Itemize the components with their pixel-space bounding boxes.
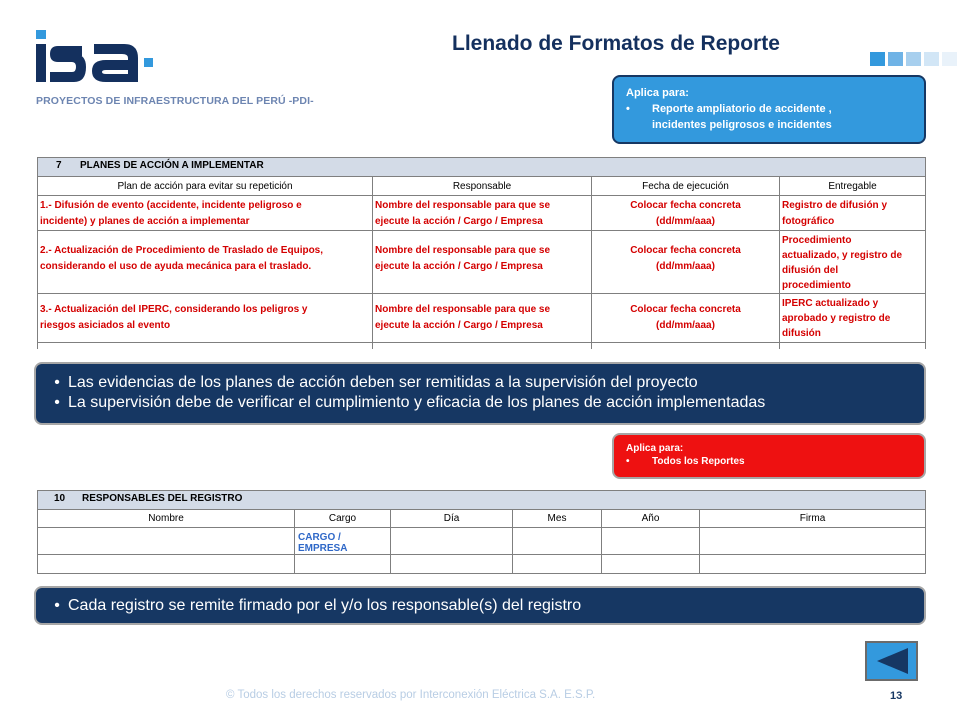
column-header: Cargo: [295, 510, 391, 528]
bullet-icon: •: [54, 597, 60, 614]
deliverable-cell[interactable]: Registro de difusión y fotográfico: [780, 196, 926, 231]
section-header: [38, 491, 926, 510]
signature-cell[interactable]: [700, 555, 926, 574]
column-header: Firma: [700, 510, 926, 528]
banner-text: Las evidencias de los planes de acción deben ser remitidas a la supervisión del proyecto: [68, 374, 698, 391]
decorative-squares: [870, 52, 957, 66]
isa-logo-mark: [34, 28, 164, 84]
signature-cell[interactable]: [700, 528, 926, 555]
back-button[interactable]: [865, 641, 918, 681]
day-cell[interactable]: [391, 528, 513, 555]
plan-cell[interactable]: 1.- Difusión de evento (accidente, incidente peligroso e incidente) y planes de acción a implementar: [38, 196, 373, 231]
banner-text: La supervisión debe de verificar el cumplimiento y eficacia de los planes de acción implementadas: [68, 394, 766, 411]
section-header: [38, 158, 926, 177]
banner-item: [46, 393, 924, 413]
banner-item: [46, 596, 924, 616]
bullet-icon: •: [54, 394, 60, 411]
column-header: Nombre: [38, 510, 295, 528]
column-header: Plan de acción para evitar su repetición: [38, 177, 373, 196]
section-title: RESPONSABLES DEL REGISTRO: [82, 493, 243, 504]
column-header: Mes: [513, 510, 602, 528]
callout-item: [626, 455, 914, 468]
callout-heading: Aplica para:: [626, 443, 684, 454]
copyright-text: © Todos los derechos reservados por Interconexión Eléctrica S.A. E.S.P.: [226, 689, 596, 701]
table-row: [38, 343, 926, 349]
callout-item-line1: Reporte ampliatorio de accidente ,: [652, 103, 832, 115]
date-cell[interactable]: Colocar fecha concreta (dd/mm/aaa): [592, 231, 780, 294]
page-number: 13: [890, 690, 903, 702]
column-header: Fecha de ejecución: [592, 177, 780, 196]
year-cell[interactable]: [602, 555, 700, 574]
banner-text: Cada registro se remite firmado por el y/o los responsable(s) del registro: [68, 597, 582, 614]
isa-logo: [34, 28, 164, 84]
name-cell[interactable]: [38, 555, 295, 574]
banner-item: [46, 373, 924, 393]
triangle-left-icon: [874, 646, 910, 676]
year-cell[interactable]: [602, 528, 700, 555]
callout-heading: Aplica para:: [626, 87, 689, 99]
registry-responsibles-table: [37, 490, 926, 574]
callout-item-text: Todos los Reportes: [652, 456, 745, 467]
evidence-banner: [34, 362, 926, 425]
plan-cell[interactable]: 3.- Actualización del IPERC, considerando los peligros y riesgos asiciados al evento: [38, 294, 373, 343]
responsible-cell[interactable]: Nombre del responsable para que se ejecute la acción / Cargo / Empresa: [373, 231, 592, 294]
column-header: Entregable: [780, 177, 926, 196]
deliverable-cell[interactable]: IPERC actualizado y aprobado y registro de difusión: [780, 294, 926, 343]
table-row: [38, 294, 926, 343]
action-plans-table: [37, 157, 926, 349]
deliverable-cell[interactable]: Procedimiento actualizado, y registro de difusión del procedimiento: [780, 231, 926, 294]
callout-item-line2: incidentes peligrosos e incidentes: [652, 119, 832, 131]
plan-cell[interactable]: 2.- Actualización de Procedimiento de Traslado de Equipos, considerando el uso de ayuda mecánica para el traslado.: [38, 231, 373, 294]
callout-item: [626, 101, 914, 133]
date-cell[interactable]: Colocar fecha concreta (dd/mm/aaa): [592, 294, 780, 343]
month-cell[interactable]: [513, 528, 602, 555]
name-cell[interactable]: [38, 528, 295, 555]
column-header: Año: [602, 510, 700, 528]
section-number: 7: [56, 160, 62, 171]
bullet-icon: •: [626, 456, 630, 467]
month-cell[interactable]: [513, 555, 602, 574]
applies-to-callout: [612, 75, 926, 144]
column-header: Responsable: [373, 177, 592, 196]
cargo-cell[interactable]: CARGO / EMPRESA: [295, 528, 391, 555]
table-row: [38, 231, 926, 294]
page-title: Llenado de Formatos de Reporte: [452, 32, 780, 55]
table-row: [38, 528, 926, 555]
bullet-icon: •: [54, 374, 60, 391]
applies-to-all-callout: [612, 433, 926, 479]
date-cell[interactable]: Colocar fecha concreta (dd/mm/aaa): [592, 196, 780, 231]
day-cell[interactable]: [391, 555, 513, 574]
section-title: PLANES DE ACCIÓN A IMPLEMENTAR: [80, 160, 264, 171]
table-row: [38, 555, 926, 574]
logo-tagline: PROYECTOS DE INFRAESTRUCTURA DEL PERÚ -PDI-: [36, 95, 314, 107]
responsible-cell[interactable]: Nombre del responsable para que se ejecute la acción / Cargo / Empresa: [373, 294, 592, 343]
table-row: [38, 196, 926, 231]
column-header: Día: [391, 510, 513, 528]
signature-banner: [34, 586, 926, 625]
section-number: 10: [54, 493, 66, 504]
cargo-cell[interactable]: [295, 555, 391, 574]
bullet-icon: •: [626, 103, 630, 115]
responsible-cell[interactable]: Nombre del responsable para que se ejecute la acción / Cargo / Empresa: [373, 196, 592, 231]
